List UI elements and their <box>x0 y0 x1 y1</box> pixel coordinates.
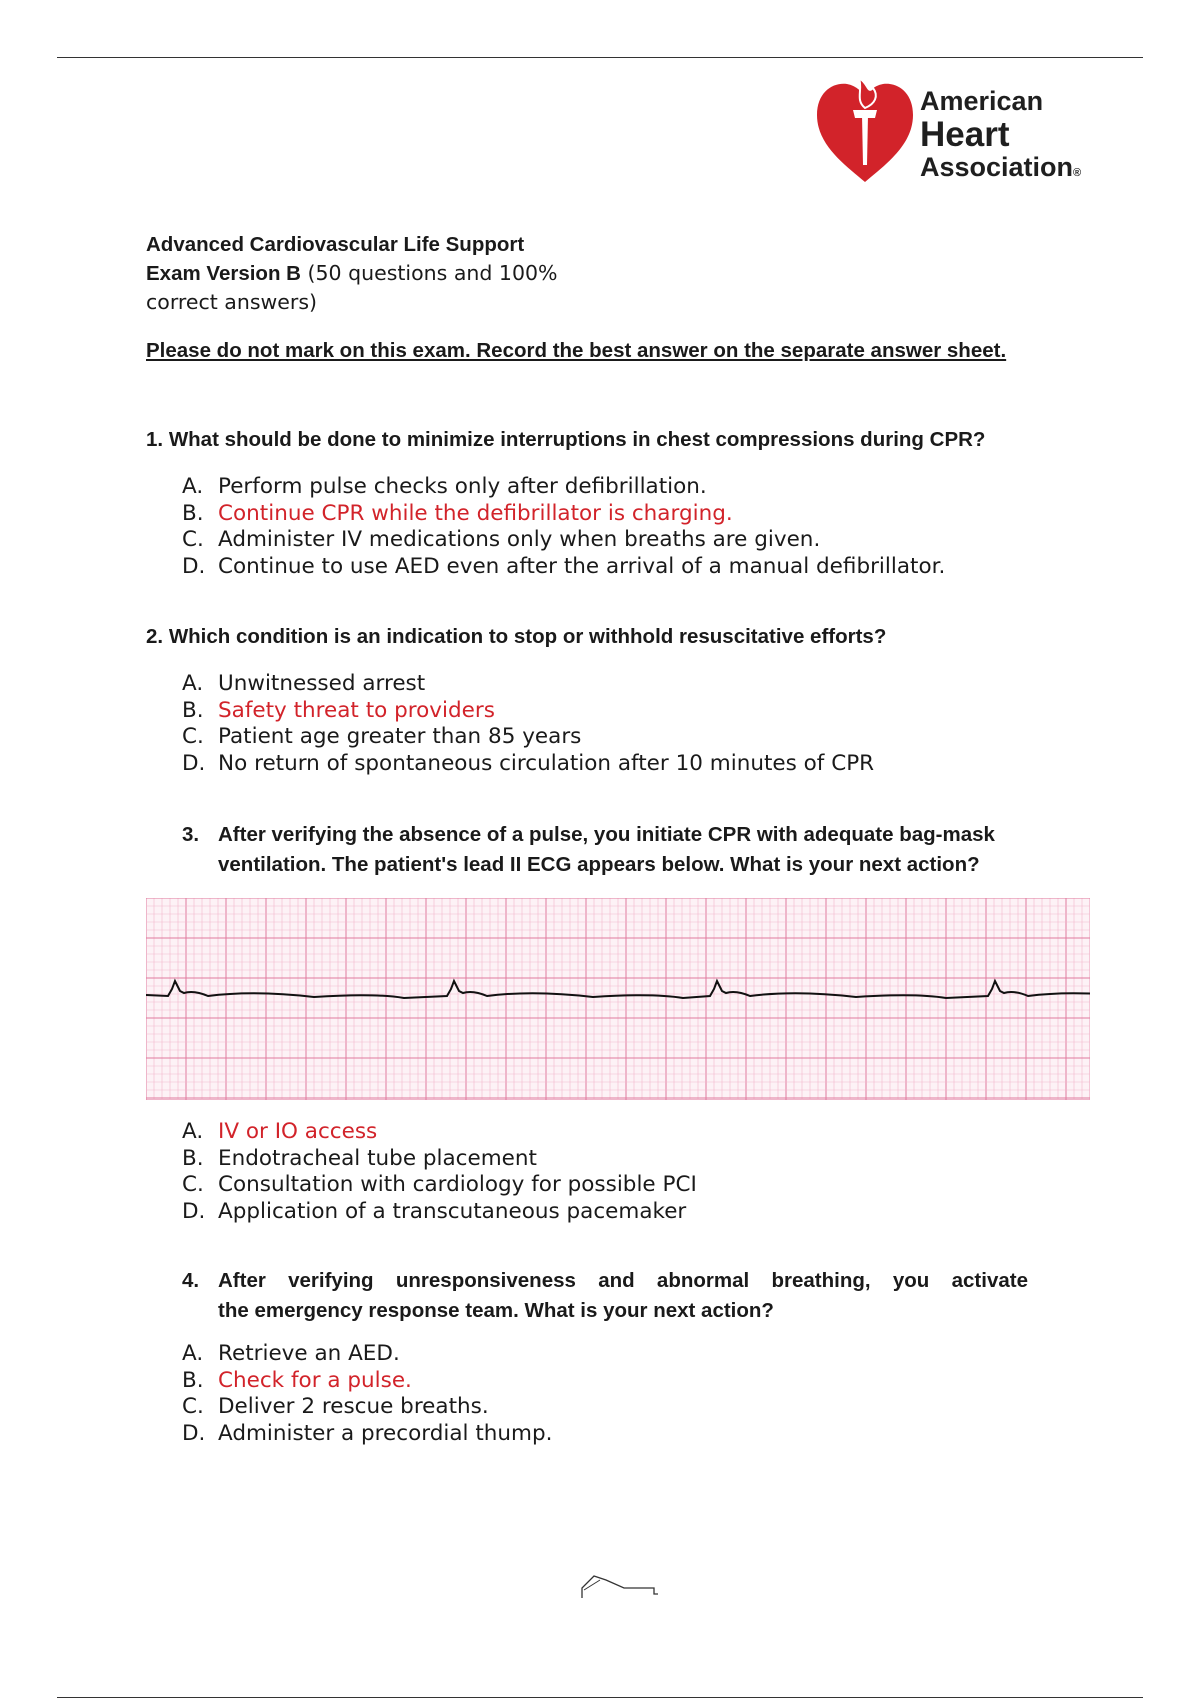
option-letter: C. <box>182 724 204 749</box>
course-title: Advanced Cardiovascular Life Support <box>146 233 525 256</box>
question-number: 4. <box>182 1269 200 1292</box>
exam-version-detail: (50 questions and 100% <box>300 261 558 285</box>
question-1-options <box>182 474 945 580</box>
option-letter: C. <box>182 1394 204 1419</box>
option-letter: D. <box>182 750 206 776</box>
correct-answer <box>182 1119 697 1146</box>
correct-answer <box>182 1368 552 1395</box>
option-letter: D. <box>182 1420 206 1446</box>
top-rule <box>57 57 1143 58</box>
question-text: What should be done to minimize interruptions in chest compressions during CPR? <box>168 428 986 451</box>
option-text: Unwitnessed arrest <box>218 671 426 696</box>
list-item <box>182 1146 697 1173</box>
exam-version-detail-line2: correct answers) <box>146 290 318 314</box>
option-text: Application of a transcutaneous pacemaker <box>218 1198 687 1224</box>
aha-logo <box>815 70 1095 190</box>
question-1 <box>146 425 985 455</box>
option-text: IV or IO access <box>218 1119 378 1144</box>
option-letter: A. <box>182 1341 204 1366</box>
option-letter: A. <box>182 671 204 696</box>
option-letter: B. <box>182 1367 204 1393</box>
list-item <box>182 1199 697 1226</box>
list-item <box>182 474 945 501</box>
question-text-line-1: After verifying the absence of a pulse, you initiate CPR with adequate bag-mask <box>218 823 995 846</box>
exam-instruction: Please do not mark on this exam. Record the best answer on the separate answer sheet. <box>146 339 1007 362</box>
question-text-line-1: After verifying unresponsiveness and abnormal breathing, you activate <box>218 1269 1028 1292</box>
list-item <box>182 1421 552 1448</box>
list-item <box>182 554 945 581</box>
registered-mark: ® <box>1073 167 1082 179</box>
list-item <box>182 751 874 778</box>
question-2 <box>146 622 886 652</box>
question-3 <box>182 820 995 880</box>
option-text: Patient age greater than 85 years <box>218 724 582 749</box>
correct-answer <box>182 698 874 725</box>
option-text: Check for a pulse. <box>218 1367 412 1393</box>
ecg-grid <box>146 898 1090 1100</box>
option-letter: A. <box>182 474 204 499</box>
option-text: Consultation with cardiology for possible PCI <box>218 1172 697 1197</box>
question-number: 1. <box>146 428 164 451</box>
ecg-lead-ii-strip <box>146 898 1090 1100</box>
question-text-line-2: the emergency response team. What is your next action? <box>218 1299 774 1322</box>
option-letter: B. <box>182 1145 204 1171</box>
option-text: No return of spontaneous circulation after 10 minutes of CPR <box>218 750 875 776</box>
option-letter: D. <box>182 1198 206 1224</box>
question-text: Which condition is an indication to stop or withhold resuscitative efforts? <box>168 625 887 648</box>
option-text: Deliver 2 rescue breaths. <box>218 1394 489 1419</box>
option-letter: B. <box>182 500 204 526</box>
logo-line-american: American <box>920 86 1044 116</box>
exam-header <box>146 230 626 317</box>
option-letter: C. <box>182 1172 204 1197</box>
option-text: Endotracheal tube placement <box>218 1145 537 1171</box>
logo-line-association: Association <box>920 152 1074 182</box>
list-item <box>182 527 945 554</box>
question-4-options <box>182 1341 552 1447</box>
question-4 <box>182 1266 1028 1326</box>
scribble-mark <box>580 1570 662 1600</box>
option-text: Perform pulse checks only after defibrillation. <box>218 474 707 499</box>
option-letter: C. <box>182 527 204 552</box>
option-letter: D. <box>182 553 206 579</box>
option-text: Administer a precordial thump. <box>218 1420 553 1446</box>
option-text: Continue to use AED even after the arrival of a manual defibrillator. <box>218 553 946 579</box>
list-item <box>182 671 874 698</box>
logo-line-heart: Heart <box>920 115 1010 154</box>
correct-answer <box>182 501 945 528</box>
exam-version: Exam Version B <box>146 262 301 285</box>
list-item <box>182 724 874 751</box>
option-letter: A. <box>182 1119 204 1144</box>
heart-torch-icon <box>815 70 915 185</box>
option-text: Administer IV medications only when breaths are given. <box>218 527 821 552</box>
option-text: Continue CPR while the defibrillator is charging. <box>218 500 733 526</box>
question-number: 2. <box>146 625 164 648</box>
question-2-options <box>182 671 874 777</box>
list-item <box>182 1172 697 1199</box>
option-text: Safety threat to providers <box>218 697 495 723</box>
list-item <box>182 1341 552 1368</box>
question-text-line-2: ventilation. The patient's lead II ECG appears below. What is your next action? <box>218 853 980 876</box>
question-3-options <box>182 1119 697 1225</box>
question-number: 3. <box>182 823 200 846</box>
option-text: Retrieve an AED. <box>218 1341 400 1366</box>
bottom-rule <box>57 1697 1143 1698</box>
list-item <box>182 1394 552 1421</box>
option-letter: B. <box>182 697 204 723</box>
